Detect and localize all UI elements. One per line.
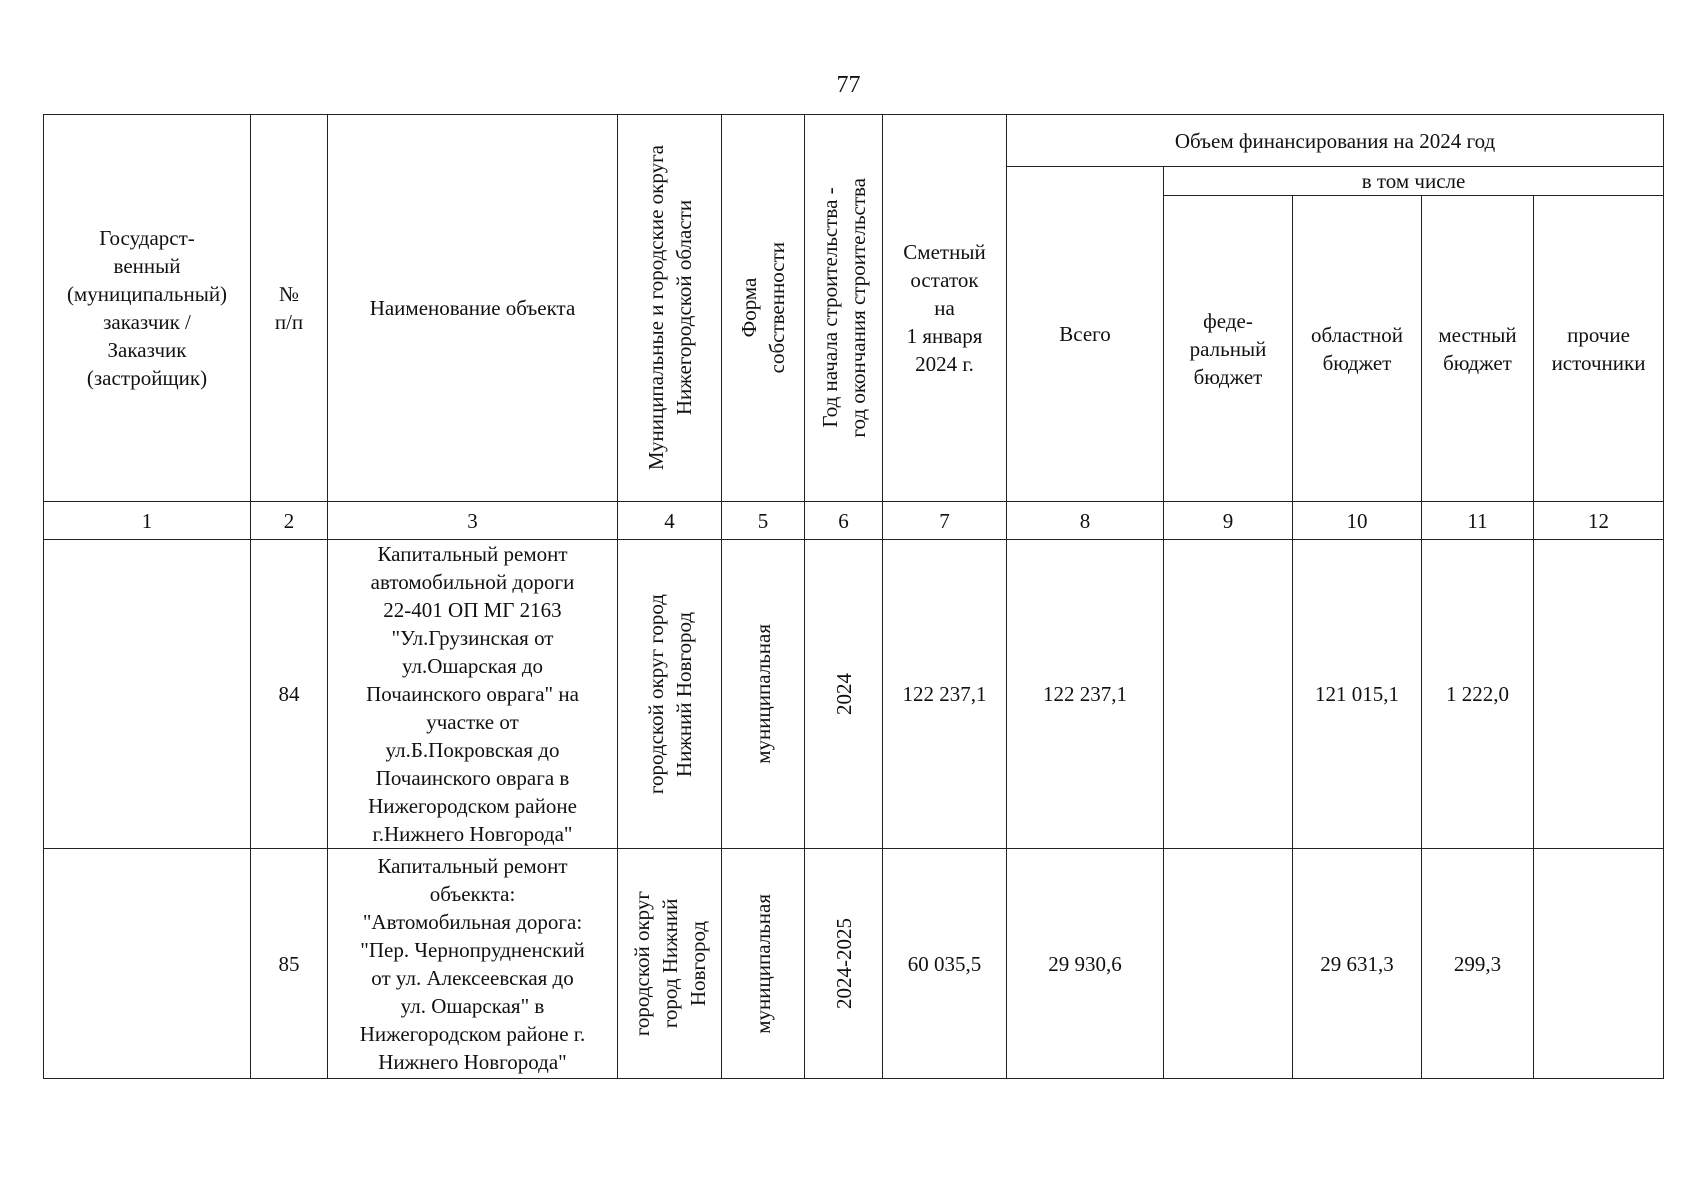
row-years [805,849,883,1079]
row-object-name: Капитальный ремонт автомобильной дороги 22-401 ОП МГ 2163 "Ул.Грузинская от ул.Ошарская до Почаинского оврага" на участке от ул.Б.Покровская до Почаинского оврага в Нижегородском районе г.Нижнего Новгорода" [328,540,618,849]
row-local: 299,3 [1422,849,1534,1079]
row-federal [1164,540,1293,849]
row-regional: 121 015,1 [1293,540,1422,849]
column-number: 10 [1293,502,1422,540]
row-district [618,849,722,1079]
row-customer [44,849,251,1079]
column-number: 5 [722,502,805,540]
column-number: 9 [1164,502,1293,540]
header-ownership [722,115,805,502]
header-districts [618,115,722,502]
header-regional: областной бюджет [1293,196,1422,502]
column-number: 2 [251,502,328,540]
row-customer [44,540,251,849]
header-local: местный бюджет [1422,196,1534,502]
header-total: Всего [1007,167,1164,502]
row-other [1534,540,1664,849]
column-number: 8 [1007,502,1164,540]
column-number: 3 [328,502,618,540]
table-row [44,540,1664,849]
header-years-text: Год начала строительства - год окончания строительства [817,178,870,438]
row-object-name: Капитальный ремонт объеккта: "Автомобильная дорога: "Пер. Чернопрудненский от ул. Алексеевская до ул. Ошарская" в Нижегородском районе г. Нижнего Новгорода" [328,849,618,1079]
row-regional: 29 631,3 [1293,849,1422,1079]
column-number: 1 [44,502,251,540]
row-ownership-text: муниципальная [751,624,775,764]
row-district-text: городской округ город Нижний Новгород [629,890,710,1037]
header-object-name: Наименование объекта [328,115,618,502]
row-ownership [722,540,805,849]
column-number: 12 [1534,502,1664,540]
page-number: 77 [836,72,861,98]
column-number: 4 [618,502,722,540]
row-years [805,540,883,849]
row-num: 85 [251,849,328,1079]
column-number: 6 [805,502,883,540]
financing-table [43,114,1664,1079]
column-number: 11 [1422,502,1534,540]
row-num: 84 [251,540,328,849]
row-ownership-text: муниципальная [751,893,775,1034]
header-other: прочие источники [1534,196,1664,502]
row-years-text: 2024 [831,673,856,715]
row-district-text: городской округ город Нижний Новгород [643,593,696,795]
row-district [618,540,722,849]
row-estimate: 122 237,1 [883,540,1007,849]
header-estimate: Сметный остаток на 1 января 2024 г. [883,115,1007,502]
row-other [1534,849,1664,1079]
row-total: 122 237,1 [1007,540,1164,849]
header-customer: Государст- венный (муниципальный) заказчик / Заказчик (застройщик) [44,115,251,502]
row-estimate: 60 035,5 [883,849,1007,1079]
header-federal: феде- ральный бюджет [1164,196,1293,502]
row-years-text: 2024-2025 [831,918,856,1009]
column-number: 7 [883,502,1007,540]
row-federal [1164,849,1293,1079]
table-row [44,849,1664,1079]
row-ownership [722,849,805,1079]
row-total: 29 930,6 [1007,849,1164,1079]
header-districts-text: Муниципальные и городские округа Нижегородской области [643,145,696,471]
header-years [805,115,883,502]
header-num: № п/п [251,115,328,502]
header-ownership-text: Форма собственности [737,242,789,374]
row-local: 1 222,0 [1422,540,1534,849]
column-numbers-row [44,502,1664,540]
header-including: в том числе [1164,167,1664,196]
header-funding: Объем финансирования на 2024 год [1007,115,1664,167]
